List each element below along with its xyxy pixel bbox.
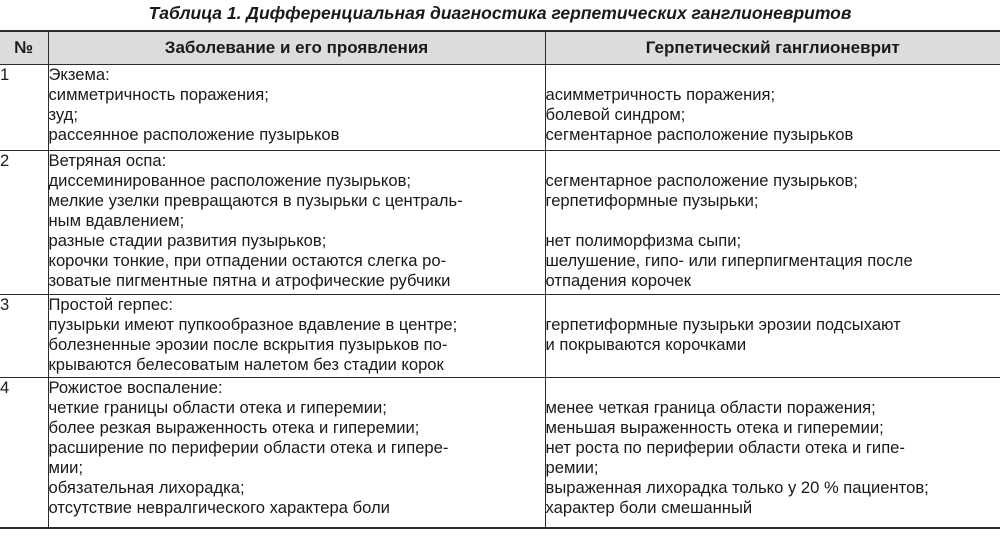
herpetic-line: ремии; <box>545 458 599 477</box>
table-row <box>0 65 1000 151</box>
disease-line: зуд; <box>48 105 78 124</box>
disease-cell <box>48 378 545 529</box>
herpetic-line: герпетиформные пузырьки эрозии подсыхают <box>545 315 901 334</box>
row-number: 1 <box>0 65 48 151</box>
disease-cell <box>48 151 545 295</box>
table-row <box>0 295 1000 378</box>
disease-title: Экзема: <box>48 65 110 84</box>
disease-line: расширение по периферии области отека и гипере- <box>48 438 449 457</box>
table-caption: Таблица 1. Дифференциальная диагностика герпетических ганглионевритов <box>148 3 852 23</box>
herpetic-cell <box>545 65 1000 151</box>
header-disease: Заболевание и его проявления <box>48 31 545 65</box>
disease-cell <box>48 65 545 151</box>
differential-diagnosis-table <box>0 30 1000 529</box>
disease-line: мии; <box>48 458 84 477</box>
herpetic-line: герпетиформные пузырьки; <box>545 191 759 210</box>
herpetic-line: болевой синдром; <box>545 105 686 124</box>
disease-cell <box>48 295 545 378</box>
disease-line: обязательная лихорадка; <box>48 478 245 497</box>
herpetic-line: характер боли смешанный <box>545 498 753 517</box>
herpetic-line: меньшая выраженность отека и гиперемии; <box>545 418 884 437</box>
disease-line: пузырьки имеют пупкообразное вдавление в центре; <box>48 315 458 334</box>
table-header-row <box>0 31 1000 65</box>
header-number: № <box>0 31 48 65</box>
herpetic-cell <box>545 295 1000 378</box>
disease-title: Простой герпес: <box>48 295 173 314</box>
herpetic-line: сегментарное расположение пузырьков <box>545 125 854 144</box>
row-number: 3 <box>0 295 48 378</box>
disease-title: Ветряная оспа: <box>48 151 167 170</box>
herpetic-line: отпадения корочек <box>545 271 692 290</box>
disease-line: болезненные эрозии после вскрытия пузырьков по- <box>48 335 448 354</box>
table-row <box>0 378 1000 529</box>
disease-line: мелкие узелки превращаются в пузырьки с централь- <box>48 191 463 210</box>
disease-line: четкие границы области отека и гиперемии; <box>48 398 387 417</box>
herpetic-line: нет роста по периферии области отека и гипе- <box>545 438 905 457</box>
herpetic-cell <box>545 378 1000 529</box>
disease-line: разные стадии развития пузырьков; <box>48 231 327 250</box>
disease-line: рассеянное расположение пузырьков <box>48 125 340 144</box>
herpetic-line: нет полиморфизма сыпи; <box>545 231 742 250</box>
row-number: 4 <box>0 378 48 529</box>
disease-line: ным вдавлением; <box>48 211 185 230</box>
disease-line: крываются белесоватым налетом без стадии корок <box>48 355 444 374</box>
herpetic-line: и покрываются корочками <box>545 335 747 354</box>
herpetic-line: выраженная лихорадка только у 20 % пациентов; <box>545 478 929 497</box>
herpetic-line: асимметричность поражения; <box>545 85 776 104</box>
herpetic-line: менее четкая граница области поражения; <box>545 398 876 417</box>
header-herpetic-ganglioneuritis: Герпетический ганглионеврит <box>545 31 1000 65</box>
disease-line: симметричность поражения; <box>48 85 269 104</box>
disease-line: отсутствие невралгического характера боли <box>48 498 390 517</box>
table-row <box>0 151 1000 295</box>
herpetic-line: сегментарное расположение пузырьков; <box>545 171 858 190</box>
herpetic-cell <box>545 151 1000 295</box>
disease-title: Рожистое воспаление: <box>48 378 223 397</box>
row-number: 2 <box>0 151 48 295</box>
disease-line: корочки тонкие, при отпадении остаются слегка ро- <box>48 251 447 270</box>
disease-line: диссеминированное расположение пузырьков; <box>48 171 412 190</box>
herpetic-line: шелушение, гипо- или гиперпигментация после <box>545 251 913 270</box>
disease-line: более резкая выраженность отека и гиперемии; <box>48 418 420 437</box>
disease-line: зоватые пигментные пятна и атрофические рубчики <box>48 271 451 290</box>
